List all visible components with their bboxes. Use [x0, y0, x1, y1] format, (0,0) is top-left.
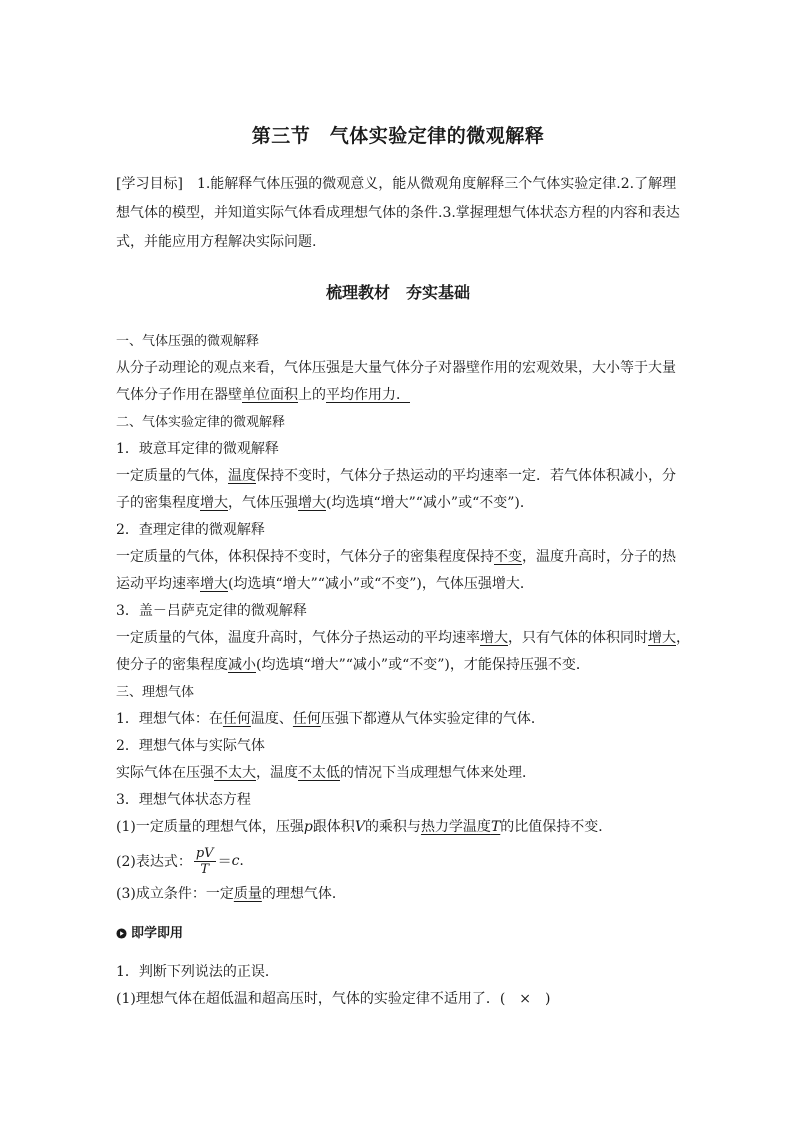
- subheading: 2．理想气体与实际气体: [116, 738, 265, 754]
- answer: 增大: [298, 495, 326, 511]
- answer-temperature: 温度: [228, 468, 256, 484]
- answer: 增大: [200, 495, 228, 511]
- answer: 任何: [292, 711, 321, 727]
- answer-unit-area: 单位面积: [242, 387, 298, 403]
- answer: 减小: [228, 657, 256, 673]
- paragraph-line: 1．理想气体：在任何温度、任何压强下都遵从气体实验定律的气体．: [116, 711, 545, 727]
- paragraph-line: 从分子动理论的观点来看，气体压强是大量气体分子对器壁作用的宏观效果，大小等于大量: [116, 360, 676, 376]
- answer: 任何: [222, 711, 251, 727]
- answer: 质量: [233, 886, 262, 902]
- subheading: 3．盖－吕萨克定律的微观解释: [116, 603, 307, 619]
- section-body: [116, 328, 690, 1013]
- answer-avg-force: 平均作用力: [326, 387, 396, 403]
- circle-play-icon: [116, 928, 127, 939]
- symbol-p: p: [303, 819, 313, 835]
- symbol-t: T: [490, 819, 501, 835]
- subheading: 3．理想气体状态方程: [116, 792, 251, 808]
- page-title: 第三节 气体实验定律的微观解释: [251, 125, 545, 147]
- paragraph-line: 实际气体在压强不太大，温度不太低的情况下当成理想气体来处理．: [116, 765, 536, 781]
- subheading: 1．玻意耳定律的微观解释: [116, 441, 279, 457]
- question: 1．判断下列说法的正误．: [116, 964, 279, 980]
- heading-pressure: 一、气体压强的微观解释: [116, 334, 260, 349]
- answer: 增大: [648, 630, 676, 646]
- fraction-denominator: T: [200, 861, 210, 877]
- paragraph-line: (3)成立条件：一定质量的理想气体．: [116, 886, 346, 902]
- learning-goals-text: 1.能解释气体压强的微观意义，能从微观角度解释三个气体实验定律.2.了解理想气体的模型，并知道实际气体看成理想气体的条件.3.掌握理想气体状态方程的内容和表达式，并能应用方程解决实际问题.: [116, 176, 680, 250]
- answer: 增大: [200, 576, 228, 592]
- paragraph-line: 气体分子作用在器壁单位面积上的平均作用力．: [116, 387, 410, 403]
- paragraph-line: 一定质量的气体，体积保持不变时，气体分子的密集程度保持不变，温度升高时，分子的热: [116, 549, 676, 565]
- learning-goals-label: [学习目标]: [116, 176, 197, 192]
- question-item: (1)理想气体在超低温和超高压时，气体的实验定律不适用了．( × ): [116, 991, 551, 1007]
- symbol-c: c: [231, 853, 240, 869]
- paragraph-line: 运动平均速率增大(均选填“增大”“减小”或“不变”)，气体压强增大．: [116, 576, 534, 592]
- paragraph-line: 子的密集程度增大，气体压强增大(均选填“增大”“减小”或“不变”)．: [116, 495, 534, 511]
- formula-fraction: [194, 846, 216, 877]
- answer-thermo-temp: 热力学温度T: [420, 819, 501, 835]
- practice-heading: 即学即用: [116, 920, 680, 947]
- symbol-v: V: [354, 819, 365, 835]
- answer: 不变: [494, 549, 522, 565]
- heading-ideal-gas: 三、理想气体: [116, 685, 195, 700]
- answer: 增大: [480, 630, 508, 646]
- paragraph-line: 一定质量的气体，温度升高时，气体分子热运动的平均速率增大，只有气体的体积同时增大，: [116, 630, 690, 646]
- paragraph-line: (1)一定质量的理想气体，压强p跟体积V的乘积与热力学温度T的比值保持不变．: [116, 819, 613, 835]
- answer: 不太大: [214, 765, 256, 781]
- formula-line: (2)表达式： $\frac{pV}{T}$ ＝ c .: [116, 845, 244, 877]
- fraction-numerator: pV: [195, 845, 214, 861]
- learning-goals: [116, 170, 680, 257]
- subheading: 2．查理定律的微观解释: [116, 522, 265, 538]
- answer: 不太低: [298, 765, 340, 781]
- section-title: 梳理教材 夯实基础: [325, 283, 470, 302]
- heading-laws: 二、气体实验定律的微观解释: [116, 415, 286, 430]
- paragraph-line: 使分子的密集程度减小(均选填“增大”“减小”或“不变”)，才能保持压强不变．: [116, 657, 590, 673]
- paragraph-line: 一定质量的气体，温度保持不变时，气体分子热运动的平均速率一定．若气体体积减小，分: [116, 468, 676, 484]
